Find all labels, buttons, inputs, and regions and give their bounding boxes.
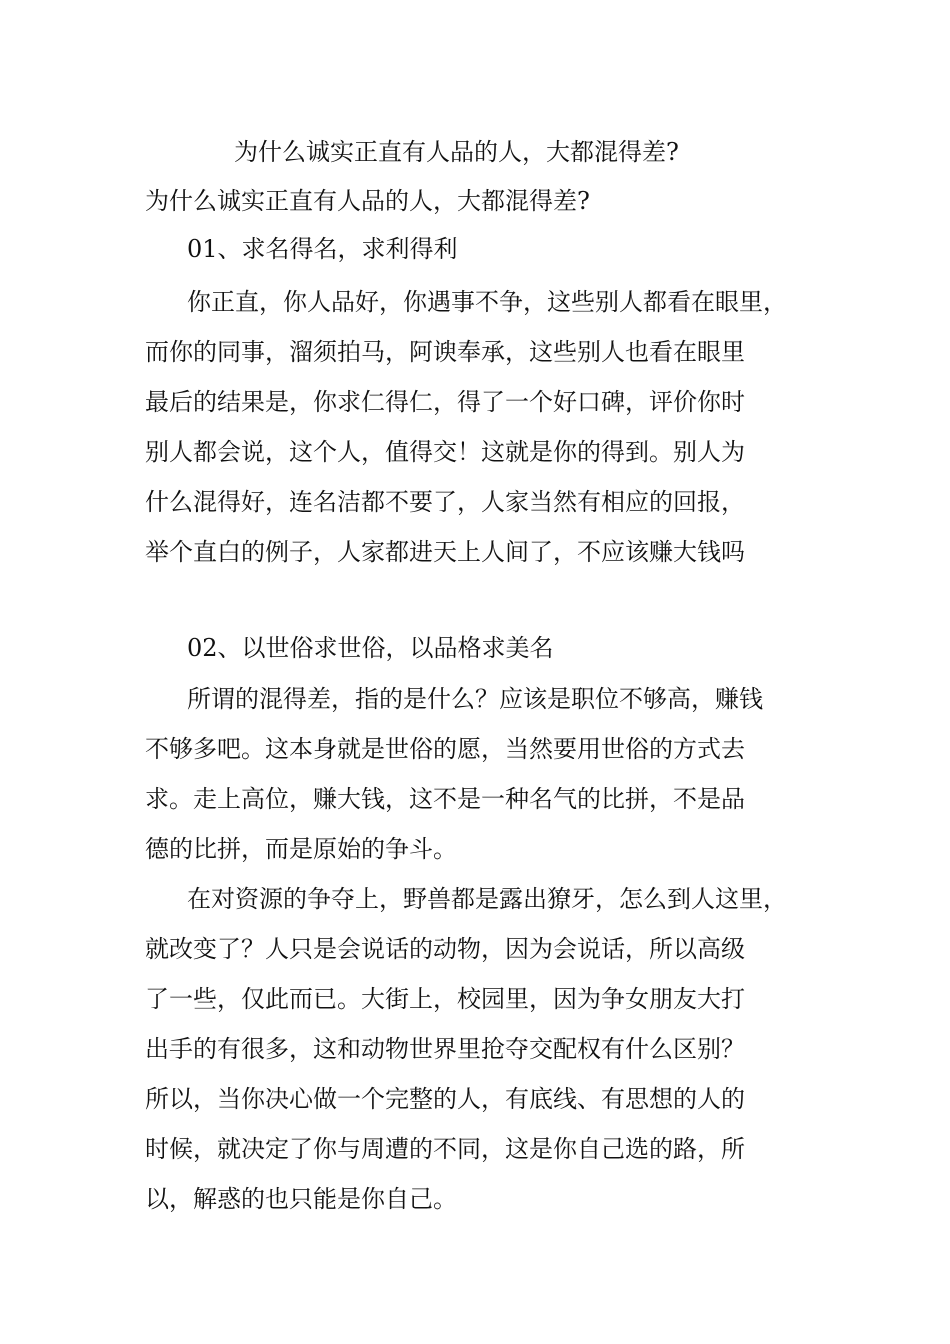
section-1-line: 什么混得好，连名洁都不要了，人家当然有相应的回报， xyxy=(145,488,745,516)
section-2-heading: 02、以世俗求世俗，以品格求美名 xyxy=(187,634,554,662)
section-2-paragraph-1-line: 不够多吧。这本身就是世俗的愿，当然要用世俗的方式去 xyxy=(145,735,745,763)
section-1-line: 别人都会说，这个人，值得交！这就是你的得到。别人为 xyxy=(145,438,745,466)
document-subtitle: 为什么诚实正直有人品的人，大都混得差? xyxy=(145,187,590,215)
section-2-paragraph-2-line: 以，解惑的也只能是你自己。 xyxy=(145,1185,457,1213)
section-2-paragraph-1-line: 德的比拼，而是原始的争斗。 xyxy=(145,835,457,863)
section-2-paragraph-2-line: 就改变了？人只是会说话的动物，因为会说话，所以高级 xyxy=(145,935,745,963)
document-title: 为什么诚实正直有人品的人，大都混得差? xyxy=(234,138,679,166)
section-2-paragraph-2-line: 时候，就决定了你与周遭的不同，这是你自己选的路，所 xyxy=(145,1135,745,1163)
section-1-line: 你正直，你人品好，你遇事不争，这些别人都看在眼里， xyxy=(187,288,787,316)
section-1-line: 最后的结果是，你求仁得仁，得了一个好口碑，评价你时 xyxy=(145,388,745,416)
section-2-paragraph-2-line: 出手的有很多，这和动物世界里抢夺交配权有什么区别？ xyxy=(145,1035,745,1063)
section-2-paragraph-2-line: 在对资源的争夺上，野兽都是露出獠牙，怎么到人这里， xyxy=(187,885,787,913)
section-2-paragraph-2-line: 所以，当你决心做一个完整的人，有底线、有思想的人的 xyxy=(145,1085,745,1113)
section-2-paragraph-1-line: 求。走上高位，赚大钱，这不是一种名气的比拼，不是品 xyxy=(145,785,745,813)
section-2-paragraph-1-line: 所谓的混得差，指的是什么？应该是职位不够高，赚钱 xyxy=(187,685,763,713)
section-1-line: 而你的同事，溜须拍马，阿谀奉承，这些别人也看在眼里 xyxy=(145,338,745,366)
section-1-heading: 01、求名得名，求利得利 xyxy=(187,235,458,263)
section-1-line: 举个直白的例子，人家都进天上人间了，不应该赚大钱吗 xyxy=(145,538,745,566)
section-2-paragraph-2-line: 了一些，仅此而已。大街上，校园里，因为争女朋友大打 xyxy=(145,985,745,1013)
